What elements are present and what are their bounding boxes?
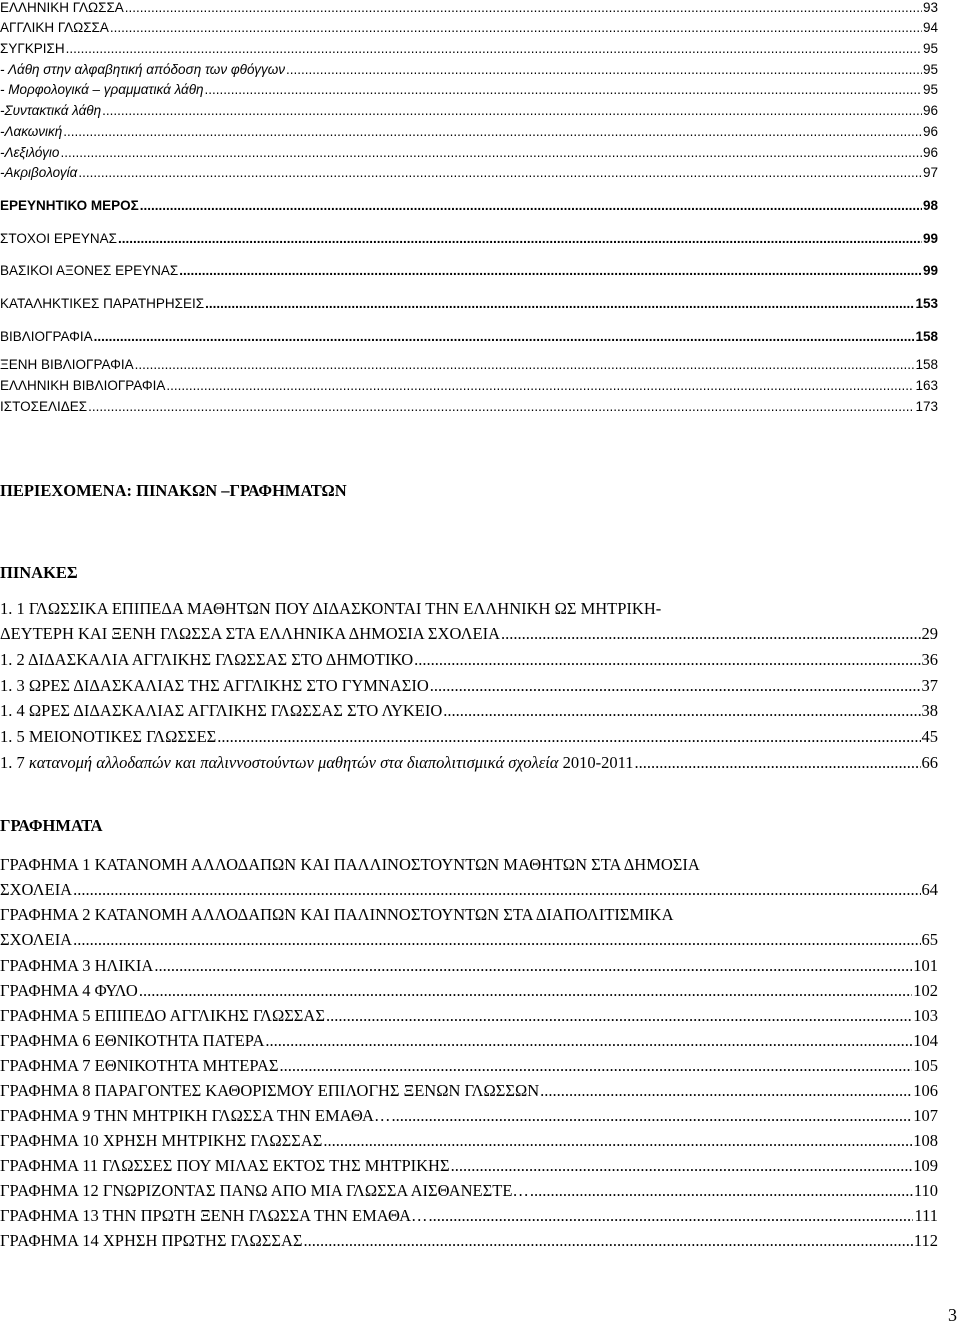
toc-entry-text: 1. 2 ΔΙΔΑΣΚΑΛΙΑ ΑΓΓΛΙΚΗΣ ΓΛΩΣΣΑΣ ΣΤΟ ΔΗΜΟΤΙΚΟ — [0, 650, 414, 669]
toc-entry — [0, 165, 938, 180]
toc-entry-page: 66 — [921, 753, 938, 772]
toc-entry-text — [0, 753, 634, 773]
toc-entry-page: 38 — [921, 701, 938, 720]
table-7-years: 2010-2011 — [558, 753, 634, 772]
toc-entry — [0, 1156, 938, 1176]
toc-entry — [0, 103, 938, 118]
toc-entry-text: -Λακωνική — [0, 124, 63, 139]
leader-dots — [154, 956, 912, 976]
toc-entry-text: ΓΡΑΦΗΜΑ 14 ΧΡΗΣΗ ΠΡΩΤΗΣ ΓΛΩΣΣΑΣ — [0, 1231, 303, 1250]
toc-entry-text: ΞΕΝΗ ΒΙΒΛΙΟΓΡΑΦΙΑ — [0, 357, 134, 372]
toc-entry-text: ΙΣΤΟΣΕΛΙΔΕΣ — [0, 399, 88, 414]
toc-entry-page: 95 — [922, 41, 938, 56]
toc-entry-page: 45 — [921, 727, 938, 746]
leader-dots — [110, 20, 922, 35]
toc-entry — [0, 198, 938, 213]
toc-entry-text: ΣΧΟΛΕΙΑ — [0, 930, 73, 949]
leader-dots — [125, 0, 922, 15]
leader-dots — [217, 727, 920, 747]
toc-entry-page: 99 — [922, 263, 938, 278]
toc-entry-text: ΓΡΑΦΗΜΑ 11 ΓΛΩΣΣΕΣ ΠΟΥ ΜΙΛΑΣ ΕΚΤΟΣ ΤΗΣ ΜΗΤΡΙΚΗΣ — [0, 1156, 450, 1175]
toc-entry — [0, 20, 938, 35]
leader-dots — [391, 1106, 912, 1126]
toc-entry-page: 104 — [913, 1031, 938, 1050]
toc-entry-page: 107 — [913, 1106, 938, 1125]
toc-entry-page: 93 — [922, 0, 938, 15]
toc-entry — [0, 1106, 938, 1126]
toc-entry-page: 102 — [913, 981, 938, 1000]
toc-entry-text: 1. 4 ΩΡΕΣ ΔΙΔΑΣΚΑΛΙΑΣ ΑΓΓΛΙΚΗΣ ΓΛΩΣΣΑΣ ΣΤΟ ΛΥΚΕΙΟ — [0, 701, 443, 720]
toc-entry-page: 94 — [922, 20, 938, 35]
leader-dots — [430, 676, 921, 696]
leader-dots — [326, 1006, 912, 1026]
toc-entry-page: 97 — [922, 165, 938, 180]
leader-dots — [286, 62, 922, 77]
toc-entry-text: ΑΓΓΛΙΚΗ ΓΛΩΣΣΑ — [0, 20, 109, 35]
leader-dots — [265, 1031, 912, 1051]
charts-heading: ΓΡΑΦΗΜΑΤΑ — [0, 816, 103, 835]
toc-entry-text: 1. 5 ΜΕΙΟΝΟΤΙΚΕΣ ΓΛΩΣΣΕΣ — [0, 727, 217, 746]
toc-entry-text: ΓΡΑΦΗΜΑ 3 ΗΛΙΚΙΑ — [0, 956, 154, 975]
leader-dots — [118, 231, 922, 246]
leader-dots — [88, 399, 914, 414]
table-7-prefix: 1. 7 — [0, 753, 29, 772]
toc-entry-page: 99 — [922, 231, 938, 246]
table-entry-1-line1: 1. 1 ΓΛΩΣΣΙΚΑ ΕΠΙΠΕΔΑ ΜΑΘΗΤΩΝ ΠΟΥ ΔΙΔΑΣΚΟΝΤΑΙ ΤΗΝ ΕΛΛΗΝΙΚΗ ΩΣ ΜΗΤΡΙΚΗ- — [0, 599, 662, 618]
toc-entry-page: 103 — [913, 1006, 938, 1025]
leader-dots — [139, 981, 912, 1001]
leader-dots — [66, 41, 922, 56]
leader-dots — [78, 165, 922, 180]
toc-entry-page: 108 — [913, 1131, 938, 1150]
toc-entry-text: ΣΧΟΛΕΙΑ — [0, 880, 73, 899]
leader-dots — [323, 1131, 912, 1151]
toc-entry-text: ΕΡΕΥΝΗΤΙΚΟ ΜΕΡΟΣ — [0, 198, 139, 213]
leader-dots — [530, 1181, 913, 1201]
toc-entry-page: 106 — [913, 1081, 938, 1100]
toc-entry — [0, 296, 938, 311]
leader-dots — [501, 624, 920, 644]
toc-entry-text: ΔΕΥΤΕΡΗ ΚΑΙ ΞΕΝΗ ΓΛΩΣΣΑ ΣΤΑ ΕΛΛΗΝΙΚΑ ΔΗΜΟΣΙΑ ΣΧΟΛΕΙΑ — [0, 624, 501, 643]
leader-dots — [304, 1231, 913, 1251]
toc-entry — [0, 399, 938, 414]
leader-dots — [135, 357, 915, 372]
toc-entry-text: ΓΡΑΦΗΜΑ 8 ΠΑΡΑΓΟΝΤΕΣ ΚΑΘΟΡΙΣΜΟΥ ΕΠΙΛΟΓΗΣ ΞΕΝΩΝ ΓΛΩΣΣΩΝ — [0, 1081, 540, 1100]
toc-entry-text: ΓΡΑΦΗΜΑ 13 ΤΗΝ ΠΡΩΤΗ ΞΕΝΗ ΓΛΩΣΣΑ ΤΗΝ ΕΜΑΘΑ… — [0, 1206, 428, 1225]
leader-dots — [280, 1056, 913, 1076]
toc-entry — [0, 378, 938, 393]
toc-entry — [0, 82, 938, 97]
toc-entry-text: - Μορφολογικά – γραμματικά λάθη — [0, 82, 204, 97]
toc-entry — [0, 650, 938, 670]
toc-entry-text: -Λεξιλόγιο — [0, 145, 60, 160]
toc-entry — [0, 329, 938, 344]
toc-entry-page: 95 — [922, 82, 938, 97]
leader-dots — [443, 701, 920, 721]
toc-entry-page: 112 — [913, 1231, 938, 1250]
toc-entry-text: ΓΡΑΦΗΜΑ 5 ΕΠΙΠΕΔΟ ΑΓΓΛΙΚΗΣ ΓΛΩΣΣΑΣ — [0, 1006, 325, 1025]
contents-heading: ΠΕΡΙΕΧΟΜΕΝΑ: ΠΙΝΑΚΩΝ –ΓΡΑΦΗΜΑΤΩΝ — [0, 481, 347, 500]
leader-dots — [205, 82, 922, 97]
toc-entry — [0, 1056, 938, 1076]
toc-entry-page: 65 — [921, 930, 938, 949]
toc-entry-page: 163 — [915, 378, 938, 393]
toc-entry-text: - Λάθη στην αλφαβητική απόδοση των φθόγγων — [0, 62, 285, 77]
toc-entry — [0, 701, 938, 721]
toc-entry-text: ΣΤΟΧΟΙ ΕΡΕΥΝΑΣ — [0, 231, 117, 246]
toc-entry-text: ΒΑΣΙΚΟΙ ΑΞΟΝΕΣ ΕΡΕΥΝΑΣ — [0, 263, 179, 278]
toc-entry-text: ΓΡΑΦΗΜΑ 9 ΤΗΝ ΜΗΤΡΙΚΗ ΓΛΩΣΣΑ ΤΗΝ ΕΜΑΘΑ… — [0, 1106, 391, 1125]
toc-entry-page: 36 — [921, 650, 938, 669]
toc-entry — [0, 981, 938, 1001]
toc-entry-text: ΣΥΓΚΡΙΣΗ — [0, 41, 65, 56]
toc-entry — [0, 1006, 938, 1026]
toc-entry-page: 96 — [922, 124, 938, 139]
toc-entry — [0, 145, 938, 160]
toc-entry — [0, 231, 938, 246]
toc-entry-text: ΓΡΑΦΗΜΑ 7 ΕΘΝΙΚΟΤΗΤΑ ΜΗΤΕΡΑΣ — [0, 1056, 279, 1075]
leader-dots — [140, 198, 922, 213]
toc-entry — [0, 727, 938, 747]
leader-dots — [414, 650, 920, 670]
toc-entry — [0, 1206, 938, 1226]
leader-dots — [63, 124, 922, 139]
toc-entry-text: ΕΛΛΗΝΙΚΗ ΓΛΩΣΣΑ — [0, 0, 124, 15]
toc-entry — [0, 880, 938, 900]
toc-entry — [0, 1131, 938, 1151]
leader-dots — [73, 880, 920, 900]
table-7-title: κατανομή αλλοδαπών και παλιννοστούντων μαθητών στα διαπολιτισμικά σχολεία — [28, 753, 559, 772]
page-number: 3 — [948, 1305, 957, 1325]
toc-entry-text: ΚΑΤΑΛΗΚΤΙΚΕΣ ΠΑΡΑΤΗΡΗΣΕΙΣ — [0, 296, 205, 311]
toc-entry — [0, 1181, 938, 1201]
toc-entry-page: 96 — [922, 103, 938, 118]
toc-entry-page: 105 — [913, 1056, 938, 1075]
toc-entry-text: 1. 3 ΩΡΕΣ ΔΙΔΑΣΚΑΛΙΑΣ ΤΗΣ ΑΓΓΛΙΚΗΣ ΣΤΟ ΓΥΜΝΑΣΙΟ — [0, 676, 429, 695]
leader-dots — [429, 1206, 914, 1226]
leader-dots — [540, 1081, 912, 1101]
leader-dots — [179, 263, 922, 278]
toc-entry — [0, 624, 938, 644]
toc-entry-page: 101 — [913, 956, 938, 975]
tables-heading: ΠΙΝΑΚΕΣ — [0, 563, 78, 582]
toc-entry-page: 158 — [915, 357, 938, 372]
leader-dots — [102, 103, 922, 118]
toc-entry — [0, 1081, 938, 1101]
toc-entry-page: 98 — [922, 198, 938, 213]
toc-entry-text: -Συντακτικά λάθη — [0, 103, 102, 118]
toc-entry-page: 37 — [921, 676, 938, 695]
toc-entry — [0, 357, 938, 372]
toc-entry — [0, 41, 938, 56]
toc-entry-text: ΒΙΒΛΙΟΓΡΑΦΙΑ — [0, 329, 93, 344]
toc-entry-text: ΓΡΑΦΗΜΑ 6 ΕΘΝΙΚΟΤΗΤΑ ΠΑΤΕΡΑ — [0, 1031, 265, 1050]
toc-entry-page: 29 — [921, 624, 938, 643]
toc-entry-page: 96 — [922, 145, 938, 160]
toc-entry — [0, 676, 938, 696]
toc-entry — [0, 263, 938, 278]
toc-entry-page: 173 — [915, 399, 938, 414]
toc-entry-page: 64 — [921, 880, 938, 899]
toc-entry-text: ΓΡΑΦΗΜΑ 10 ΧΡΗΣΗ ΜΗΤΡΙΚΗΣ ΓΛΩΣΣΑΣ — [0, 1131, 323, 1150]
toc-entry-page: 110 — [913, 1181, 938, 1200]
toc-entry-page: 111 — [914, 1206, 938, 1225]
toc-entry-page: 153 — [915, 296, 938, 311]
leader-dots — [166, 378, 914, 393]
toc-entry-page: 109 — [913, 1156, 938, 1175]
toc-entry-page: 95 — [922, 62, 938, 77]
leader-dots — [635, 753, 921, 773]
toc-entry — [0, 1031, 938, 1051]
leader-dots — [94, 329, 915, 344]
leader-dots — [73, 930, 920, 950]
toc-entry — [0, 124, 938, 139]
leader-dots — [60, 145, 922, 160]
toc-entry — [0, 0, 938, 15]
toc-entry-text: -Ακριβολογία — [0, 165, 78, 180]
toc-entry — [0, 753, 938, 773]
leader-dots — [205, 296, 914, 311]
toc-entry — [0, 956, 938, 976]
chart-entry-2-line1: ΓΡΑΦΗΜΑ 2 ΚΑΤΑΝΟΜΗ ΑΛΛΟΔΑΠΩΝ ΚΑΙ ΠΑΛΙΝΝΟΣΤΟΥΝΤΩΝ ΣΤΑ ΔΙΑΠΟΛΙΤΙΣΜΙΚΑ — [0, 905, 674, 924]
chart-entry-1-line1: ΓΡΑΦΗΜΑ 1 ΚΑΤΑΝΟΜΗ ΑΛΛΟΔΑΠΩΝ ΚΑΙ ΠΑΛΛΙΝΟΣΤΟΥΝΤΩΝ ΜΑΘΗΤΩΝ ΣΤΑ ΔΗΜΟΣΙΑ — [0, 855, 700, 874]
leader-dots — [451, 1156, 913, 1176]
toc-entry-text: ΓΡΑΦΗΜΑ 12 ΓΝΩΡΙΖΟΝΤΑΣ ΠΑΝΩ ΑΠΟ ΜΙΑ ΓΛΩΣΣΑ ΑΙΣΘΑΝΕΣΤΕ… — [0, 1181, 529, 1200]
toc-entry — [0, 930, 938, 950]
toc-entry — [0, 62, 938, 77]
toc-entry-page: 158 — [915, 329, 938, 344]
toc-entry — [0, 1231, 938, 1251]
toc-entry-text: ΕΛΛΗΝΙΚΗ ΒΙΒΛΙΟΓΡΑΦΙΑ — [0, 378, 166, 393]
toc-entry-text: ΓΡΑΦΗΜΑ 4 ΦΥΛΟ — [0, 981, 138, 1000]
